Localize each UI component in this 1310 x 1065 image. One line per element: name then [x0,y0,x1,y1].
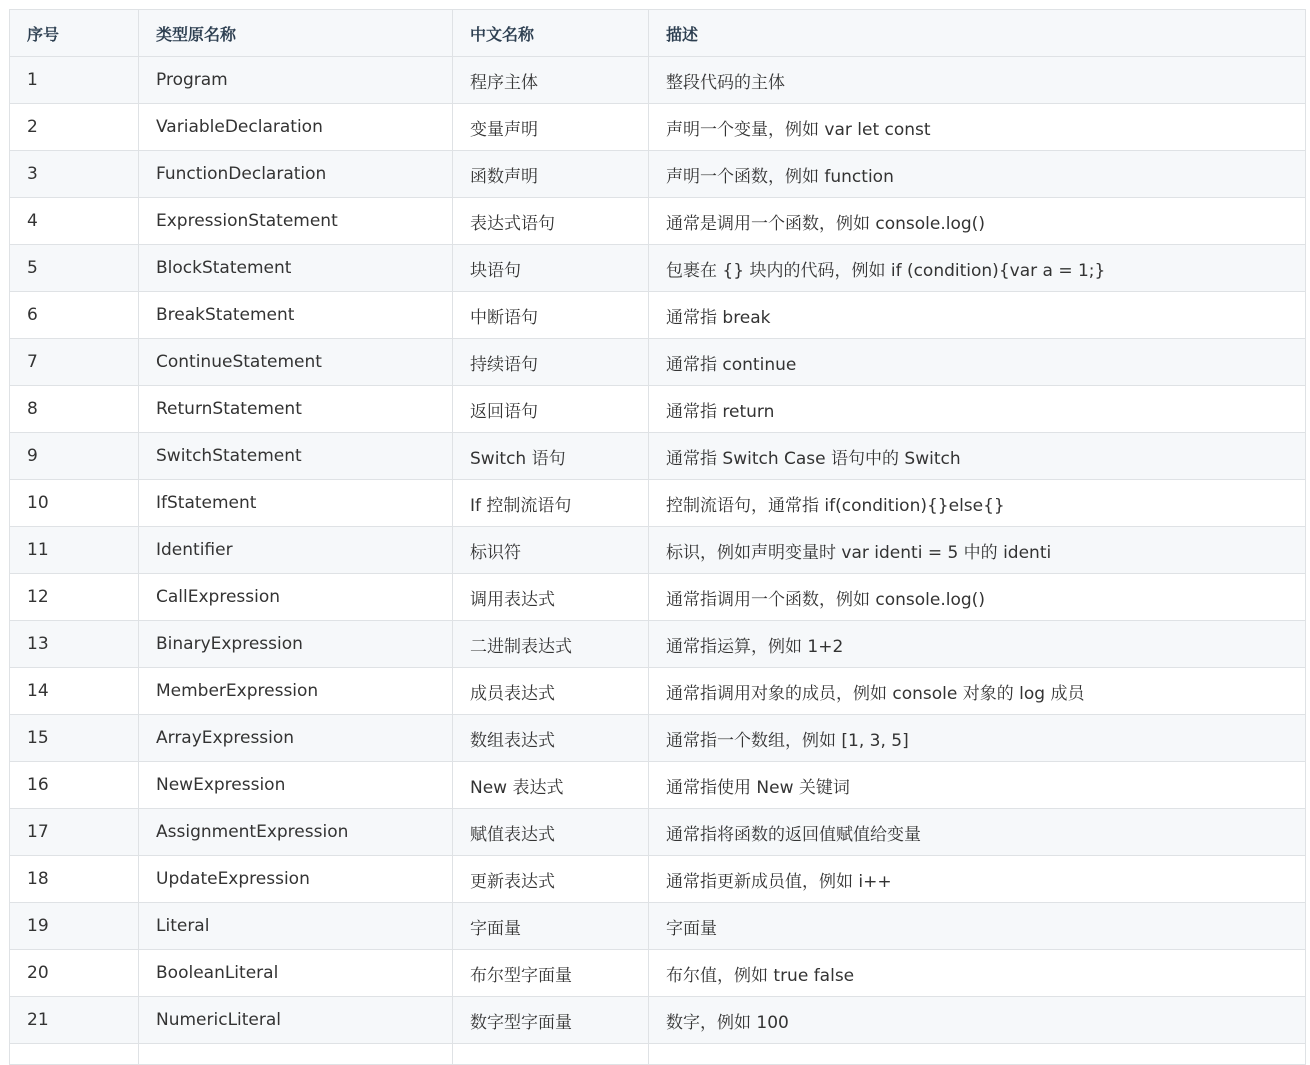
table-body [10,57,1306,1065]
cell-chinese-name: 程序主体 [453,57,649,104]
cell-description: 通常指 return [649,386,1306,433]
cell-chinese-name: 数组表达式 [453,715,649,762]
cell-chinese-name: 赋值表达式 [453,809,649,856]
header-type-name: 类型原名称 [139,10,453,57]
cell-chinese-name: 中断语句 [453,292,649,339]
cell-description [649,1044,1306,1065]
table-header-row [10,10,1306,57]
table-row [10,715,1306,762]
header-chinese-name: 中文名称 [453,10,649,57]
cell-index: 3 [10,151,139,198]
table-row [10,292,1306,339]
cell-chinese-name: 表达式语句 [453,198,649,245]
cell-type-name: Identifier [139,527,453,574]
cell-index: 18 [10,856,139,903]
cell-index: 1 [10,57,139,104]
cell-chinese-name: 布尔型字面量 [453,950,649,997]
table-row [10,668,1306,715]
cell-description: 通常指调用一个函数，例如 console.log() [649,574,1306,621]
cell-type-name: ContinueStatement [139,339,453,386]
cell-description: 通常指 continue [649,339,1306,386]
cell-type-name: UpdateExpression [139,856,453,903]
cell-index: 8 [10,386,139,433]
table-row [10,339,1306,386]
cell-type-name: NewExpression [139,762,453,809]
cell-type-name: BinaryExpression [139,621,453,668]
cell-chinese-name: New 表达式 [453,762,649,809]
cell-index: 12 [10,574,139,621]
cell-description: 通常指 Switch Case 语句中的 Switch [649,433,1306,480]
cell-type-name [139,1044,453,1065]
ast-node-types-table-container [9,9,1305,1065]
cell-chinese-name: 块语句 [453,245,649,292]
table-row [10,809,1306,856]
cell-description: 通常是调用一个函数，例如 console.log() [649,198,1306,245]
ast-node-types-table [9,9,1306,1065]
table-row [10,245,1306,292]
cell-chinese-name [453,1044,649,1065]
cell-description: 声明一个函数，例如 function [649,151,1306,198]
cell-index: 14 [10,668,139,715]
cell-index: 15 [10,715,139,762]
table-row [10,151,1306,198]
cell-description: 通常指一个数组，例如 [1, 3, 5] [649,715,1306,762]
cell-index: 7 [10,339,139,386]
cell-description: 整段代码的主体 [649,57,1306,104]
cell-description: 通常指 break [649,292,1306,339]
table-row [10,433,1306,480]
table-row [10,527,1306,574]
cell-type-name: BooleanLiteral [139,950,453,997]
cell-index: 6 [10,292,139,339]
cell-index: 17 [10,809,139,856]
cell-type-name: VariableDeclaration [139,104,453,151]
table-row [10,997,1306,1044]
cell-chinese-name: 变量声明 [453,104,649,151]
cell-description: 布尔值，例如 true false [649,950,1306,997]
cell-chinese-name: 持续语句 [453,339,649,386]
cell-index: 5 [10,245,139,292]
cell-index: 16 [10,762,139,809]
cell-index: 11 [10,527,139,574]
cell-description: 通常指使用 New 关键词 [649,762,1306,809]
table-row [10,480,1306,527]
cell-chinese-name: 数字型字面量 [453,997,649,1044]
cell-description: 通常指更新成员值，例如 i++ [649,856,1306,903]
table-row [10,104,1306,151]
cell-chinese-name: 调用表达式 [453,574,649,621]
cell-index: 13 [10,621,139,668]
header-description: 描述 [649,10,1306,57]
cell-description: 字面量 [649,903,1306,950]
cell-index [10,1044,139,1065]
cell-description: 控制流语句，通常指 if(condition){}else{} [649,480,1306,527]
cell-chinese-name: Switch 语句 [453,433,649,480]
cell-index: 21 [10,997,139,1044]
table-row [10,762,1306,809]
table-row [10,574,1306,621]
header-index: 序号 [10,10,139,57]
table-row [10,198,1306,245]
cell-index: 9 [10,433,139,480]
cell-type-name: FunctionDeclaration [139,151,453,198]
cell-chinese-name: 更新表达式 [453,856,649,903]
cell-description: 通常指将函数的返回值赋值给变量 [649,809,1306,856]
table-row [10,856,1306,903]
cell-description: 通常指运算，例如 1+2 [649,621,1306,668]
cell-type-name: CallExpression [139,574,453,621]
cell-chinese-name: If 控制流语句 [453,480,649,527]
cell-chinese-name: 成员表达式 [453,668,649,715]
cell-type-name: BreakStatement [139,292,453,339]
cell-index: 2 [10,104,139,151]
cell-type-name: AssignmentExpression [139,809,453,856]
table-row [10,903,1306,950]
cell-type-name: MemberExpression [139,668,453,715]
cell-description: 通常指调用对象的成员，例如 console 对象的 log 成员 [649,668,1306,715]
cell-type-name: BlockStatement [139,245,453,292]
table-row-partial [10,1044,1306,1065]
cell-chinese-name: 返回语句 [453,386,649,433]
cell-type-name: Program [139,57,453,104]
cell-type-name: ArrayExpression [139,715,453,762]
cell-chinese-name: 函数声明 [453,151,649,198]
cell-chinese-name: 标识符 [453,527,649,574]
cell-type-name: NumericLiteral [139,997,453,1044]
cell-chinese-name: 字面量 [453,903,649,950]
cell-index: 19 [10,903,139,950]
table-header [10,10,1306,57]
cell-chinese-name: 二进制表达式 [453,621,649,668]
cell-description: 数字，例如 100 [649,997,1306,1044]
cell-type-name: ReturnStatement [139,386,453,433]
cell-description: 标识，例如声明变量时 var identi = 5 中的 identi [649,527,1306,574]
cell-description: 包裹在 {} 块内的代码，例如 if (condition){var a = 1;} [649,245,1306,292]
table-row [10,950,1306,997]
table-row [10,57,1306,104]
cell-index: 20 [10,950,139,997]
cell-type-name: SwitchStatement [139,433,453,480]
cell-type-name: IfStatement [139,480,453,527]
cell-type-name: ExpressionStatement [139,198,453,245]
table-row [10,386,1306,433]
cell-index: 10 [10,480,139,527]
cell-description: 声明一个变量，例如 var let const [649,104,1306,151]
table-row [10,621,1306,668]
cell-index: 4 [10,198,139,245]
cell-type-name: Literal [139,903,453,950]
